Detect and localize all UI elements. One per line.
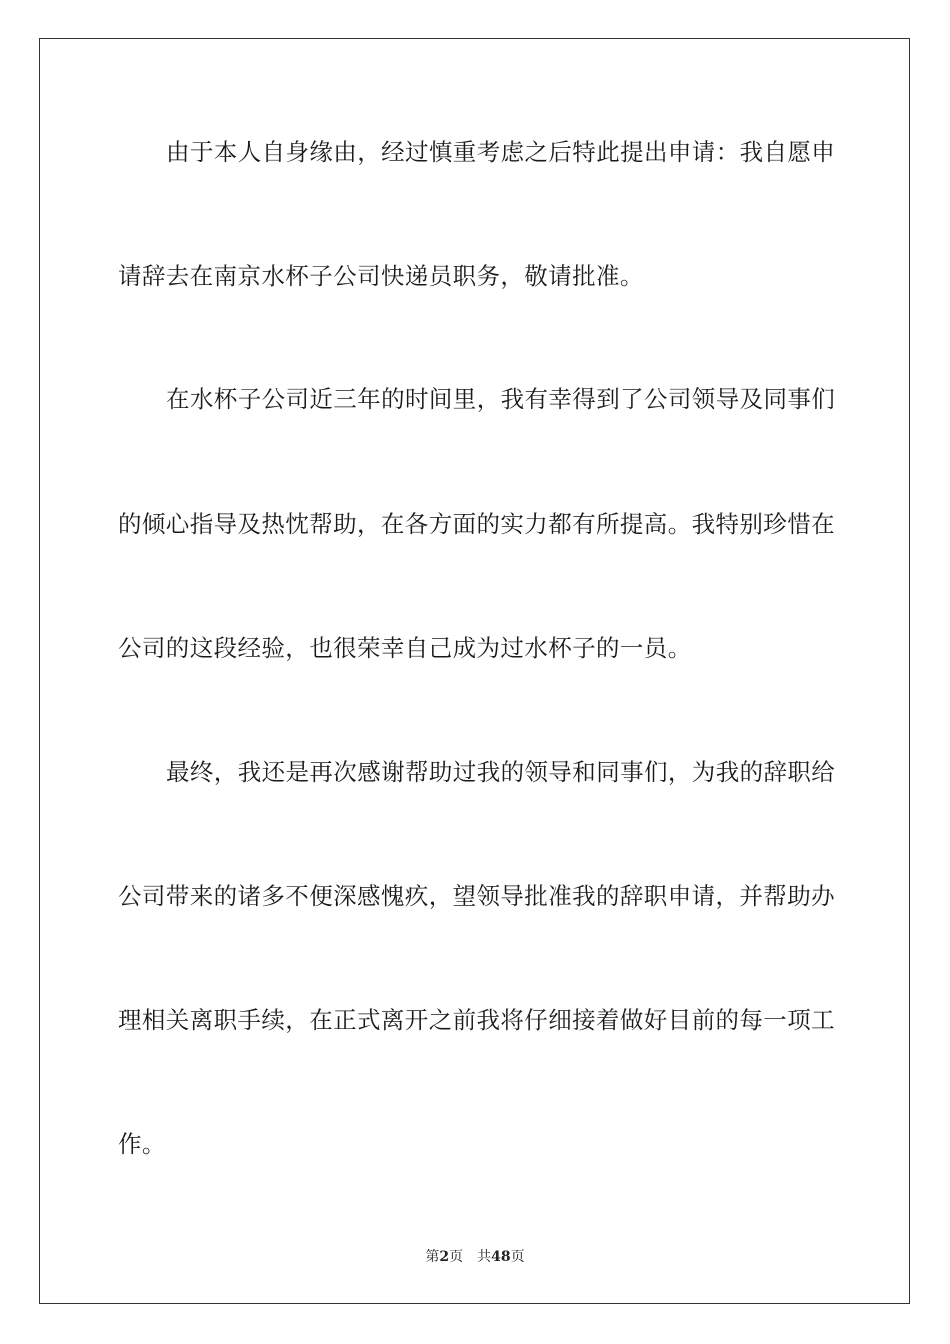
total-pages: 48 [491,1249,511,1265]
paragraph-2-line-1: 在水杯子公司近三年的时间里，我有幸得到了公司领导及同事们 [166,385,836,413]
paragraph-2-line-2: 的倾心指导及热忱帮助，在各方面的实力都有所提高。我特别珍惜在 [118,510,835,538]
paragraph-2-line-3: 公司的这段经验，也很荣幸自己成为过水杯子的一员。 [118,634,692,662]
page-prefix: 第 [425,1249,440,1265]
page-footer [0,1248,950,1266]
paragraph-1-line-1: 由于本人自身缘由，经过慎重考虑之后特此提出申请：我自愿申 [166,138,836,166]
page-border [39,38,910,1304]
paragraph-3-line-4: 作。 [118,1130,166,1158]
paragraph-3-line-1: 最终，我还是再次感谢帮助过我的领导和同事们，为我的辞职给 [166,758,836,786]
page-suffix: 页 [449,1249,464,1265]
total-prefix: 共 [477,1249,492,1265]
page-number: 2 [439,1249,450,1265]
paragraph-3-line-2: 公司带来的诸多不便深感愧疚，望领导批准我的辞职申请，并帮助办 [118,882,835,910]
paragraph-3-line-3: 理相关离职手续，在正式离开之前我将仔细接着做好目前的每一项工 [118,1006,835,1034]
total-suffix: 页 [510,1249,525,1265]
paragraph-1-line-2: 请辞去在南京水杯子公司快递员职务，敬请批准。 [118,262,644,290]
